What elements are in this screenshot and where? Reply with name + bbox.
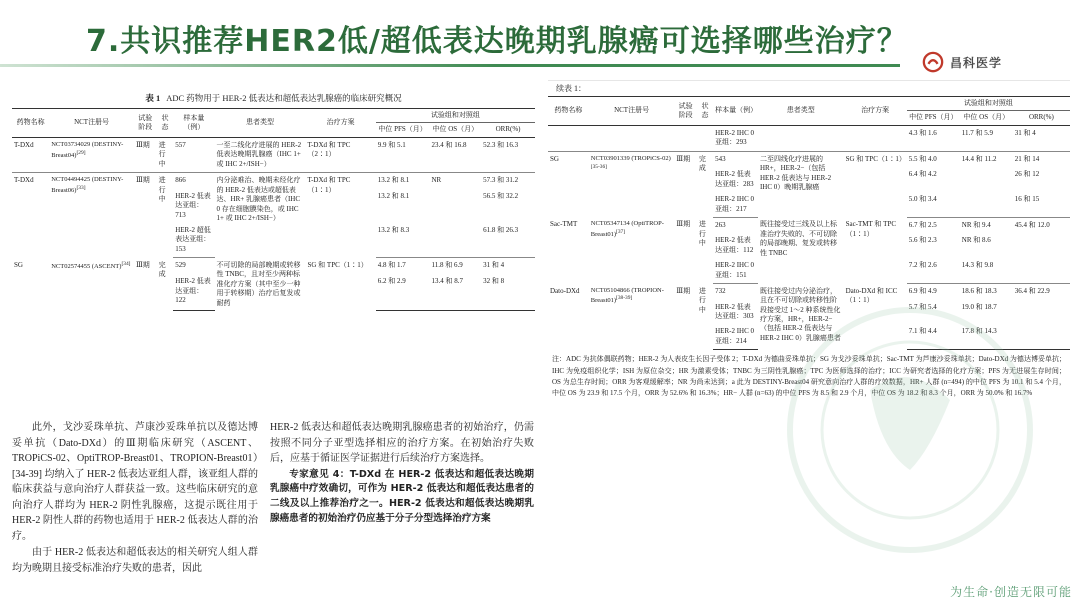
- cell-sample: HER-2 低表达亚组：303: [715, 302, 754, 320]
- cell-orr: 31 和 4: [483, 261, 505, 270]
- table-number: 表 1: [145, 93, 161, 103]
- cell-os: 14.3 和 9.8: [960, 258, 1013, 283]
- cell-regimen: SG 和 TPC（1∶1）: [845, 154, 906, 163]
- cell-sample: 529: [175, 261, 186, 270]
- cell-os: 18.6 和 18.3: [961, 287, 997, 296]
- cell-sample: 543: [715, 154, 726, 163]
- cell-nct: [589, 217, 675, 283]
- col-sample: 样本量（例）: [173, 109, 214, 138]
- paragraph: 此外，戈沙妥珠单抗、芦康沙妥珠单抗以及德达博妥单抗（Dato-DXd）的Ⅲ期临床研究（ASCENT、TROPiCS-02、OptiTROP-Breast01、TROPION-Breast01）[34-39] 均纳入了 HER-2 低表达亚组人群，该亚组人群的临床获益与意向治疗人群获益一致。这些临床研究的意向治疗人群均为 HER-2 阴性乳腺癌，这提示既往用于 HER-2 阴性人群的药物也适用于 HER-2 低表达人群的治疗。: [12, 422, 258, 542]
- cell-regimen: T-DXd 和 TPC（2∶1）: [305, 137, 375, 172]
- cell-orr: 56.5 和 32.2: [483, 191, 519, 200]
- cell-nct: [589, 125, 675, 151]
- cell-nct: [589, 151, 675, 217]
- cell-patients: 既往接受过三线及以上标准治疗失败的、不可切除的局部晚期、复发或转移性 TNBC: [759, 220, 837, 257]
- cell-sample: 866: [175, 176, 186, 185]
- cell-regimen: SG 和 TPC（1∶1）: [307, 260, 368, 269]
- cell-drug: Dato-DXd: [550, 286, 580, 295]
- cell-status: 完成: [698, 154, 706, 173]
- cell-phase: Ⅲ期: [135, 176, 150, 185]
- cell-status: 进行中: [698, 286, 706, 314]
- cell-phase: Ⅲ期: [676, 220, 691, 229]
- cell-pfs: 6.7 和 2.5: [908, 220, 937, 229]
- cell-status: 完成: [158, 260, 166, 279]
- col-nct: NCT注册号: [49, 109, 134, 138]
- cell-status: 进行中: [158, 176, 166, 204]
- table-continued-label: 续表 1：: [556, 84, 586, 93]
- table-row: [548, 217, 1070, 233]
- cell-patients: 一至二线化疗进展的 HER-2 低表达晚期乳腺癌（IHC 1+ 或 IHC 2+/ISH−）: [215, 137, 306, 172]
- cell-os: 14.4 和 11.2: [961, 154, 997, 163]
- cell-os: 17.8 和 14.3: [960, 324, 1013, 349]
- cell-sample: HER-2 低表达亚组：283: [715, 170, 754, 188]
- cell-orr: 31 和 4: [1013, 125, 1070, 151]
- cell-sample: 263: [715, 220, 726, 229]
- table-row: [548, 125, 1070, 151]
- col-patients: 患者类型: [215, 109, 306, 138]
- cell-pfs: 13.2 和 8.1: [377, 191, 410, 200]
- table-row: [548, 284, 1070, 300]
- col-regimen: 治疗方案: [844, 97, 907, 126]
- cell-pfs: 5.5 和 4.0: [908, 154, 937, 163]
- ref: [35-36]: [590, 163, 607, 170]
- cell-drug: T-DXd: [14, 176, 34, 185]
- cell-patients: 内分泌难治、晚期未经化疗的 HER-2 低表达或超低表达、HR+ 乳腺癌患者（IHC 0 存在细胞膜染色，或 IHC 1+ 或 IHC 2+/ISH−）: [216, 176, 301, 222]
- cell-phase: [674, 125, 696, 151]
- cell-pfs: 9.9 和 5.1: [376, 137, 430, 172]
- cell-os: 11.8 和 6.9: [431, 261, 463, 270]
- cell-status: [697, 125, 713, 151]
- nct-text: NCT03734029 (DESTINY-Breast04): [51, 140, 124, 159]
- col-nct: NCT注册号: [589, 97, 675, 126]
- cell-pfs: 13.2 和 8.1: [377, 176, 410, 185]
- cell-nct: [49, 137, 134, 172]
- col-phase: 试验阶段: [134, 109, 157, 138]
- cell-os: [960, 167, 1013, 192]
- cell-drug: T-DXd: [12, 137, 49, 172]
- slogan: 为生命·创造无限可能: [950, 585, 1072, 599]
- cell-pfs: 6.9 和 4.9: [908, 287, 937, 296]
- paragraph: HER-2 低表达和超低表达晚期乳腺癌患者的初始治疗，仍需按照不同分子亚型选择相应的治疗方案。在初始治疗失败后，应基于循证医学证据进行后续治疗方案选择。: [270, 422, 534, 464]
- cell-orr: [1013, 300, 1070, 325]
- ref: [29]: [76, 149, 86, 156]
- cell-orr: 45.4 和 12.0: [1014, 220, 1050, 229]
- cell-os: NR 和 8.6: [961, 236, 991, 245]
- cell-sample: HER-2 低表达亚组：112: [715, 236, 754, 254]
- col-drug: 药物名称: [548, 97, 589, 126]
- cell-regimen: [844, 125, 907, 151]
- col-os: 中位 OS（月）: [960, 111, 1013, 125]
- cell-orr: 32 和 8: [481, 274, 535, 311]
- expert-opinion-4: 专家意见 4：T-DXd 在 HER-2 低表达和超低表达晚期乳腺癌中疗效确切，可作为 HER-2 低表达和超低表达患者的二线及以上推荐治疗之一。HER-2 低表达和超低表达晚期乳腺癌患者的初始治疗仍应基于分子分型选择治疗方案: [270, 468, 534, 525]
- cell-os: NR: [431, 176, 442, 185]
- nct-text: NCT05104866 (TROPION-Breast01): [590, 286, 664, 305]
- col-status: 状态: [697, 97, 713, 126]
- title-underline: [0, 64, 900, 67]
- ref: [38-39]: [616, 295, 633, 302]
- cell-orr: [1013, 233, 1070, 258]
- cell-nct: [49, 173, 134, 258]
- col-drug: 药物名称: [12, 109, 49, 138]
- cell-os: [960, 192, 1013, 217]
- cell-orr: 36.4 和 22.9: [1014, 287, 1050, 296]
- cell-phase: Ⅲ期: [676, 154, 691, 163]
- table-footnote: 注：ADC 为抗体偶联药物；HER-2 为人表皮生长因子受体 2；T-DXd 为德曲妥珠单抗；SG 为戈沙妥珠单抗；Sac-TMT 为芦康沙妥珠单抗；Dato-DXd 为德达博妥单抗；IHC 为免疫组织化学；ISH 为原位杂交；HR 为激素受体；TNBC 为三阴性乳腺癌；TPC 为医师选择的治疗；ICC 为研究者选择的化疗方案；PFS 为无进展生存时间；OS 为总生存时间；ORR 为客观缓解率；NR 为尚未达到；a 此为 DESTINY-Breast04 研究意向治疗人群的疗效数据，HR+ 人群 (n=494) 的中位 PFS 为 10.1 和 5.4 个月，中位 OS 为 23.9 和 17.5 个月，ORR 为 52.6% 和 16.3%；HR− 人群 (n=63) 的中位 PFS 为 8.5 和 2.9 个月，中位 OS 为 18.2 和 8.3 个月，ORR 为 50.0% 和 16.7%: [552, 355, 1066, 397]
- col-status: 状态: [157, 109, 174, 138]
- cell-orr: 21 和 14: [1014, 154, 1040, 163]
- cell-orr: 61.8 和 26.3: [481, 223, 535, 258]
- col-os: 中位 OS（月）: [429, 123, 481, 137]
- cell-pfs: 13.2 和 8.3: [376, 223, 430, 258]
- cell-pfs: 5.7 和 5.4: [908, 302, 937, 311]
- cell-phase: Ⅲ期: [134, 137, 157, 172]
- brand-name: 昌科医学: [950, 55, 1003, 70]
- cell-regimen: T-DXd 和 TPC（1∶1）: [307, 176, 351, 194]
- cell-os: [429, 223, 481, 258]
- cell-orr: 26 和 12: [1014, 170, 1040, 179]
- changke-logo-icon: [922, 51, 944, 73]
- cell-patients: 二至四线化疗进展的 HR+，HER-2−（包括 HER-2 低表达与 HER-2 IHC 0）晚期乳腺癌: [759, 154, 832, 192]
- table-caption: [12, 92, 535, 104]
- cell-nct: [49, 258, 134, 311]
- cell-patients: [758, 125, 844, 151]
- cell-os: NR 和 9.4: [961, 220, 991, 229]
- cell-os: 11.7 和 5.9: [960, 125, 1013, 151]
- cell-pfs: 4.3 和 1.6: [907, 125, 960, 151]
- cell-drug: Sac-TMT: [550, 220, 578, 229]
- cell-sample: HER-2 IHC 0 亚组：217: [713, 192, 758, 217]
- col-phase: 试验阶段: [674, 97, 696, 126]
- cell-pfs: 4.8 和 1.7: [377, 261, 406, 270]
- ref: [37]: [616, 229, 626, 236]
- cell-orr: 57.3 和 31.2: [483, 176, 519, 185]
- cell-os: 23.4 和 16.8: [429, 137, 481, 172]
- cell-os: 19.0 和 18.7: [961, 302, 997, 311]
- nct-text: NCT02574455 (ASCENT): [51, 262, 122, 270]
- cell-status: 进行中: [698, 220, 706, 248]
- nct-text: NCT04494425 (DESTINY-Breast06): [51, 176, 124, 195]
- col-regimen: 治疗方案: [305, 109, 375, 138]
- cell-orr: [1013, 258, 1070, 283]
- cell-pfs: 5.6 和 2.3: [908, 236, 937, 245]
- cell-regimen: Sac-TMT 和 TPC（1∶1）: [845, 220, 897, 238]
- cell-pfs: 7.1 和 4.4: [907, 324, 960, 349]
- brand: [922, 50, 1072, 74]
- cell-sample: HER-2 超低表达亚组：153: [173, 223, 214, 258]
- nct-text: NCT05347134 (OptiTROP-Breast01): [590, 220, 664, 239]
- col-pfs: 中位 PFS（月）: [907, 111, 960, 125]
- cell-nct: [589, 284, 675, 350]
- adc-trials-table: [12, 108, 535, 311]
- adc-trials-table-continued: [548, 96, 1070, 350]
- cell-orr: 16 和 15: [1013, 192, 1070, 217]
- cell-sample: HER-2 低表达亚组：122: [173, 274, 214, 311]
- page-title: 7.共识推荐HER2低/超低表达晚期乳腺癌可选择哪些治疗？: [86, 24, 908, 59]
- cell-drug: SG: [550, 154, 559, 163]
- ref: [33]: [76, 184, 86, 191]
- cell-pfs: 7.2 和 2.6: [907, 258, 960, 283]
- body-column-1: [12, 420, 258, 577]
- body-column-2: [270, 420, 534, 528]
- cell-sample: HER-2 IHC 0 亚组：151: [713, 258, 758, 283]
- table-title: ADC 药物用于 HER-2 低表达和超低表达乳腺癌的临床研究概况: [166, 93, 402, 103]
- col-pfs: 中位 PFS（月）: [376, 123, 430, 137]
- cell-drug: [548, 125, 589, 151]
- paragraph: 由于 HER-2 低表达和超低表达的相关研究人组人群均为晚期且接受标准治疗失败的患者，因此: [12, 547, 258, 574]
- cell-sample: HER-2 低表达亚组：713: [175, 191, 211, 219]
- cell-sample: 732: [715, 287, 726, 296]
- cell-orr: 52.3 和 16.3: [481, 137, 535, 172]
- nct-text: NCT03901339 (TROPiCS-02): [590, 154, 671, 162]
- col-group: 试验组和对照组: [907, 97, 1070, 111]
- table-row: [548, 151, 1070, 167]
- cell-regimen: Dato-DXd 和 ICC（1∶1）: [845, 286, 898, 305]
- col-group: 试验组和对照组: [376, 109, 535, 123]
- cell-drug: SG: [14, 260, 23, 269]
- cell-status: 进行中: [157, 137, 174, 172]
- cell-pfs: 6.4 和 4.2: [908, 170, 937, 179]
- cell-pfs: 6.2 和 2.9: [376, 274, 430, 311]
- cell-os: [429, 189, 481, 223]
- cell-sample: HER-2 IHC 0 亚组：293: [713, 125, 758, 151]
- col-orr: ORR(%): [481, 123, 535, 137]
- col-orr: ORR(%): [1013, 111, 1070, 125]
- cell-pfs: 5.0 和 3.4: [907, 192, 960, 217]
- right-page: [548, 80, 1070, 580]
- cell-os: 13.4 和 8.7: [429, 274, 481, 311]
- cell-patients: 不可切除的局部晚期或转移性 TNBC，且对至少两种标准化疗方案（其中至少一种用于转移期）治疗后复发或耐药: [216, 260, 301, 307]
- cell-sample: 557: [173, 137, 214, 172]
- col-sample: 样本量（例）: [713, 97, 758, 126]
- col-patients: 患者类型: [758, 97, 844, 126]
- cell-phase: Ⅲ期: [676, 286, 691, 295]
- cell-orr: [1013, 324, 1070, 349]
- cell-sample: HER-2 IHC 0 亚组：214: [713, 324, 758, 349]
- table-row: [12, 137, 535, 172]
- table-row: [12, 258, 535, 275]
- cell-patients: 既往接受过内分泌治疗，且在不可切除或转移性阶段接受过 1～2 种系统性化疗方案，HR+，HER-2−（包括 HER-2 低表达与 HER-2 IHC 0）乳腺癌患者: [759, 286, 841, 342]
- table-row: [12, 173, 535, 189]
- cell-phase: Ⅲ期: [135, 260, 150, 269]
- ref: [34]: [121, 260, 131, 267]
